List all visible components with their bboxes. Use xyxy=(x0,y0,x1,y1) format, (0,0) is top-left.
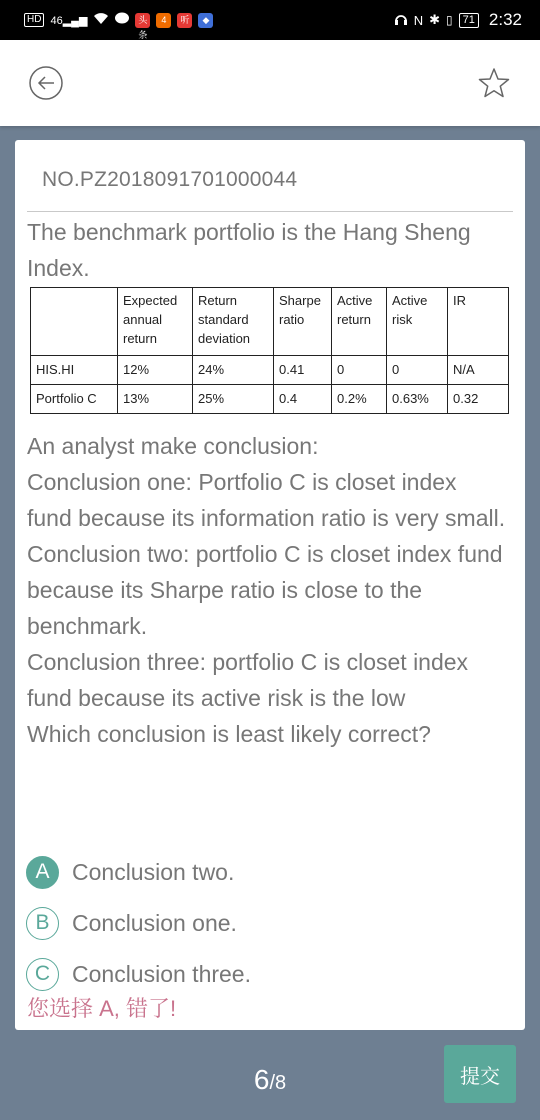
body-line: Which conclusion is least likely correct? xyxy=(27,721,431,747)
body-line: Conclusion three: portfolio C is closet index fund because its active risk is the low xyxy=(27,649,469,711)
clock: 2:32 xyxy=(488,10,522,29)
battery-icon: 71 xyxy=(459,13,479,28)
question-id: NO.PZ2018091701000044 xyxy=(42,168,298,191)
table-header-cell: Active risk xyxy=(387,288,448,356)
body-line: Conclusion one: Portfolio C is closet index fund because its information ratio is very small. xyxy=(27,469,506,531)
nfc-icon: N xyxy=(413,12,424,28)
option-a-label: Conclusion two. xyxy=(72,858,235,885)
table-cell: 0.32 xyxy=(448,385,509,414)
favorite-button[interactable] xyxy=(474,63,514,103)
submit-button[interactable]: 提交 xyxy=(444,1045,516,1103)
back-button[interactable] xyxy=(26,63,66,103)
back-arrow-icon xyxy=(28,65,64,101)
table-header-cell: IR xyxy=(448,288,509,356)
table-header-cell: Active return xyxy=(332,288,387,356)
vibrate-icon: ▯ xyxy=(446,13,453,27)
table-cell: 24% xyxy=(193,356,274,385)
question-body xyxy=(27,428,507,752)
option-b[interactable] xyxy=(26,905,237,941)
message-icon xyxy=(115,12,129,28)
option-a-letter: A xyxy=(26,856,59,889)
table-cell: 0 xyxy=(332,356,387,385)
table-header-cell: Expected annual return xyxy=(118,288,193,356)
option-c-label: Conclusion three. xyxy=(72,960,251,987)
hd-badge: HD xyxy=(24,13,44,27)
headset-icon xyxy=(394,12,408,29)
table-row xyxy=(31,385,509,414)
body-line: An analyst make conclusion: xyxy=(27,433,319,459)
app-icon-ting: 听 xyxy=(177,13,192,28)
table-cell: 0.63% xyxy=(387,385,448,414)
option-c-letter: C xyxy=(26,958,59,991)
current-page: 6 xyxy=(253,1064,270,1095)
table-cell: 13% xyxy=(118,385,193,414)
star-icon xyxy=(477,66,511,100)
table-cell: N/A xyxy=(448,356,509,385)
table-cell: HIS.HI xyxy=(31,356,118,385)
table-cell: 0.4 xyxy=(274,385,332,414)
table-cell: 0.41 xyxy=(274,356,332,385)
option-b-letter: B xyxy=(26,907,59,940)
data-table xyxy=(30,287,509,414)
divider xyxy=(27,211,513,212)
option-a[interactable] xyxy=(26,854,234,890)
table-header-row xyxy=(31,288,509,356)
table-header-cell: Return standard deviation xyxy=(193,288,274,356)
status-right xyxy=(394,10,522,30)
table-header-cell xyxy=(31,288,118,356)
total-pages: /8 xyxy=(269,1072,287,1094)
table-cell: 12% xyxy=(118,356,193,385)
table-header-cell: Sharpe ratio xyxy=(274,288,332,356)
signal-icon: 46▂▄▆ xyxy=(50,14,88,27)
table-cell: 25% xyxy=(193,385,274,414)
table-cell: 0.2% xyxy=(332,385,387,414)
status-left xyxy=(24,12,213,40)
option-b-label: Conclusion one. xyxy=(72,909,237,936)
shield-icon: ◆ xyxy=(198,13,213,28)
table-cell: Portfolio C xyxy=(31,385,118,414)
app-icon-toutiao: 头条 xyxy=(135,13,150,28)
app-header xyxy=(0,40,540,126)
table-cell: 0 xyxy=(387,356,448,385)
question-stem: The benchmark portfolio is the Hang Sheng Index. xyxy=(27,219,471,281)
option-c[interactable] xyxy=(26,956,251,992)
signal-label: 46 xyxy=(50,14,63,27)
answer-feedback: 您选择 A, 错了! xyxy=(27,996,177,1021)
status-bar xyxy=(0,0,540,40)
bluetooth-icon: ✱ xyxy=(429,12,441,27)
table-row xyxy=(31,356,509,385)
app-icon-4: 4 xyxy=(156,13,171,28)
body-line: Conclusion two: portfolio C is closet index fund because its Sharpe ratio is close to the benchmark. xyxy=(27,541,503,639)
wifi-icon xyxy=(93,12,109,28)
question-card xyxy=(15,140,525,1030)
